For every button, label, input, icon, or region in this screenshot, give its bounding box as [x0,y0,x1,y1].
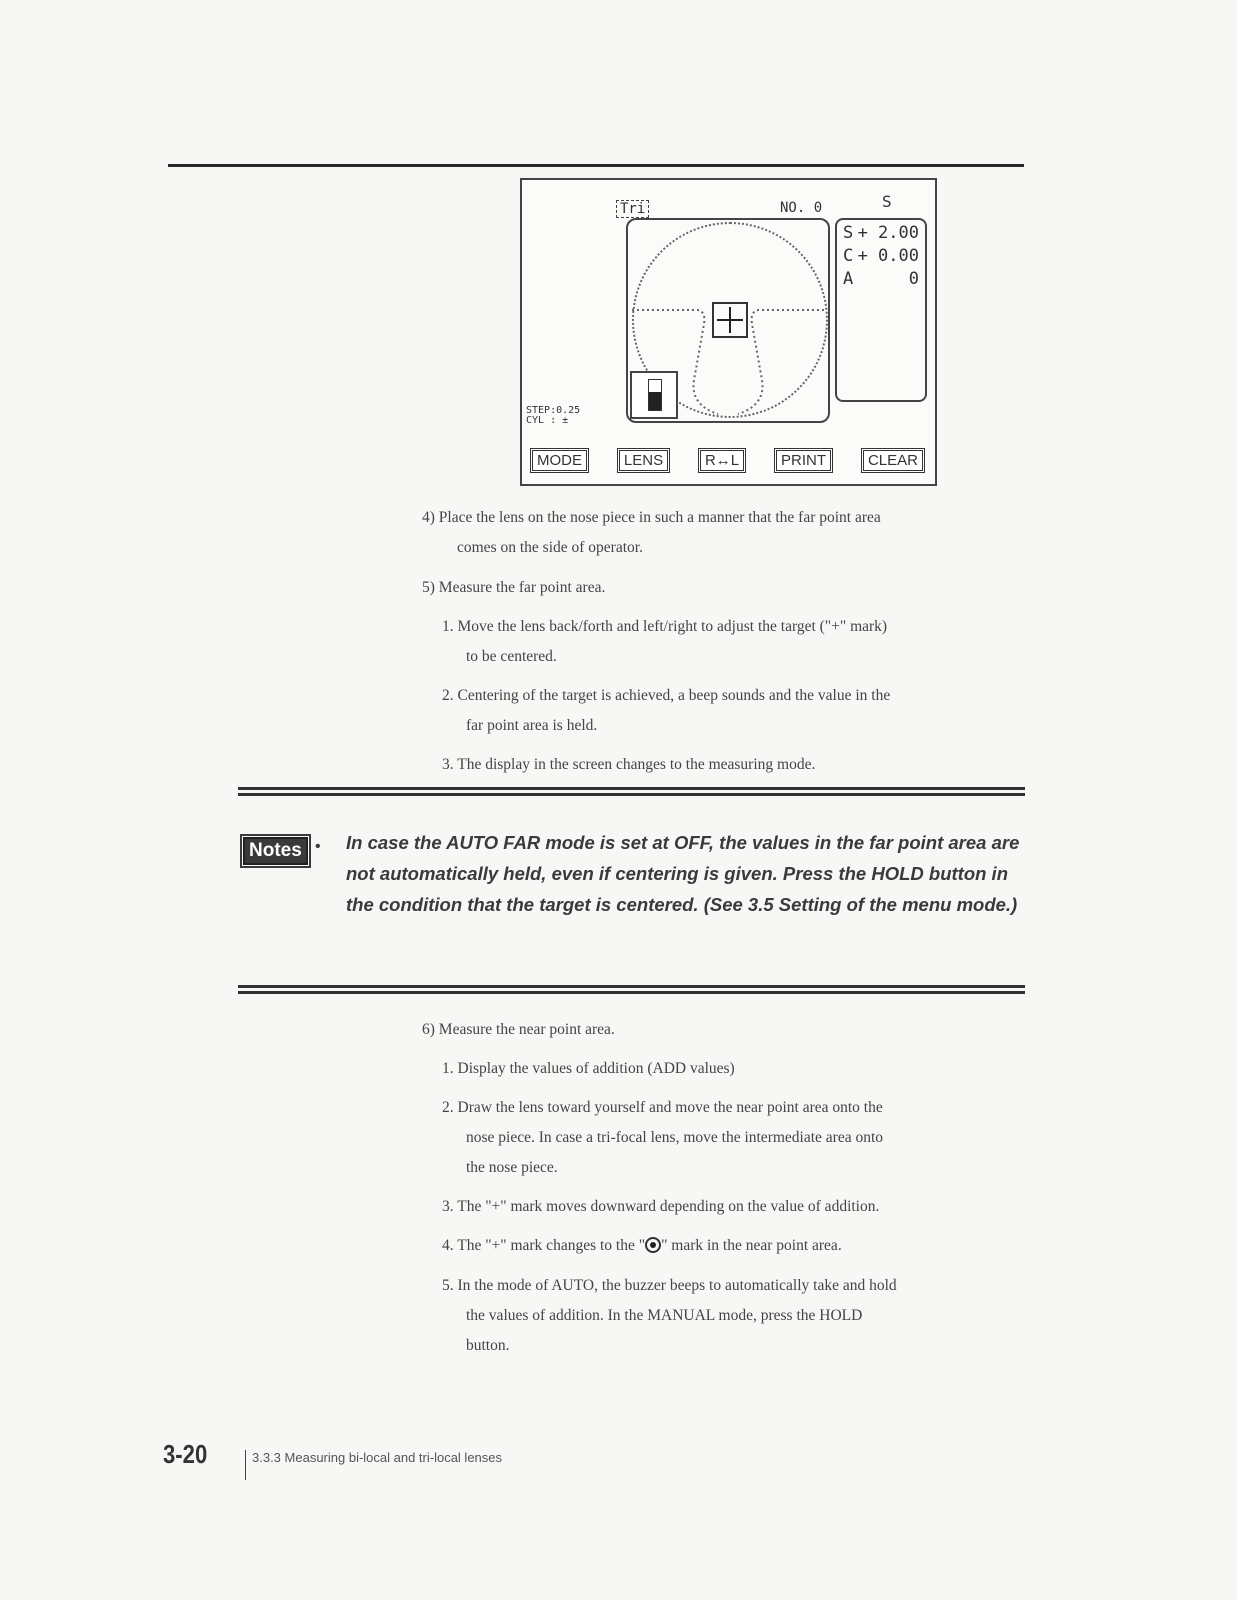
level-indicator-icon [630,371,678,419]
lcd-button-row [530,448,925,473]
notes-bullet: • [315,838,321,855]
step-6-2-cont2: the nose piece. [466,1159,558,1176]
step-5: 5) Measure the far point area. [422,579,606,596]
footer-divider [245,1450,246,1480]
step-6-4: 4. The "+" mark changes to the " " mark in the near point area. [442,1237,842,1254]
step-5-1-cont: to be centered. [466,648,557,665]
step-5-1: 1. Move the lens back/forth and left/right to adjust the target ("+" mark) [442,618,888,635]
swap-rl-button[interactable]: R↔L [698,448,746,473]
mode-button[interactable]: MODE [530,448,589,473]
lens-target-area [626,218,830,423]
step-6-5-cont2: button. [466,1337,510,1354]
lcd-display-figure [520,178,937,486]
side-indicator: S [882,192,892,211]
step-6-1: 1. Display the values of addition (ADD values) [442,1060,735,1077]
page-number: 3-20 [163,1439,208,1469]
crosshair-target-icon [712,302,748,338]
step-6-2-cont: nose piece. In case a tri-focal lens, move the intermediate area onto [466,1129,884,1146]
step-6-3: 3. The "+" mark moves downward depending on the value of addition. [442,1198,880,1215]
notes-badge: Notes [243,837,308,865]
step-readout: STEP:0.25 CYL : ± [526,405,581,426]
notes-bottom-rule [238,985,1025,994]
step-4-cont: comes on the side of operator. [457,539,643,556]
values-panel [835,218,927,402]
step-5-2-cont: far point area is held. [466,717,598,734]
notes-text: In case the AUTO FAR mode is set at OFF, the values in the far point area are not automatically held, even if centering is given. Press the HOLD button in the condition that the target is centered. (See 3.5 Setting of the menu mode.) [346,832,1020,915]
mode-tag: Tri [616,200,649,218]
notes-top-rule [238,787,1025,796]
near-point-mark-icon [645,1237,661,1253]
step-5-2: 2. Centering of the target is achieved, a beep sounds and the value in the [442,687,891,704]
measurement-number: NO. 0 [780,200,823,216]
lens-button[interactable]: LENS [617,448,670,473]
step-5-3: 3. The display in the screen changes to the measuring mode. [442,756,816,773]
footer-section-title: 3.3.3 Measuring bi-local and tri-local lenses [252,1450,503,1465]
step-4: 4) Place the lens on the nose piece in such a manner that the far point area [422,509,881,526]
step-6: 6) Measure the near point area. [422,1021,615,1038]
step-6-5-cont: the values of addition. In the MANUAL mode, press the HOLD [466,1307,863,1324]
top-rule [168,164,1024,167]
clear-button[interactable]: CLEAR [861,448,925,473]
step-6-2: 2. Draw the lens toward yourself and move the near point area onto the [442,1099,883,1116]
value-row-c: C + 0.00 [843,246,919,266]
print-button[interactable]: PRINT [774,448,833,473]
step-6-5: 5. In the mode of AUTO, the buzzer beeps to automatically take and hold [442,1277,897,1294]
value-row-s: S + 2.00 [843,223,919,243]
value-row-a: A 0 [843,269,919,289]
